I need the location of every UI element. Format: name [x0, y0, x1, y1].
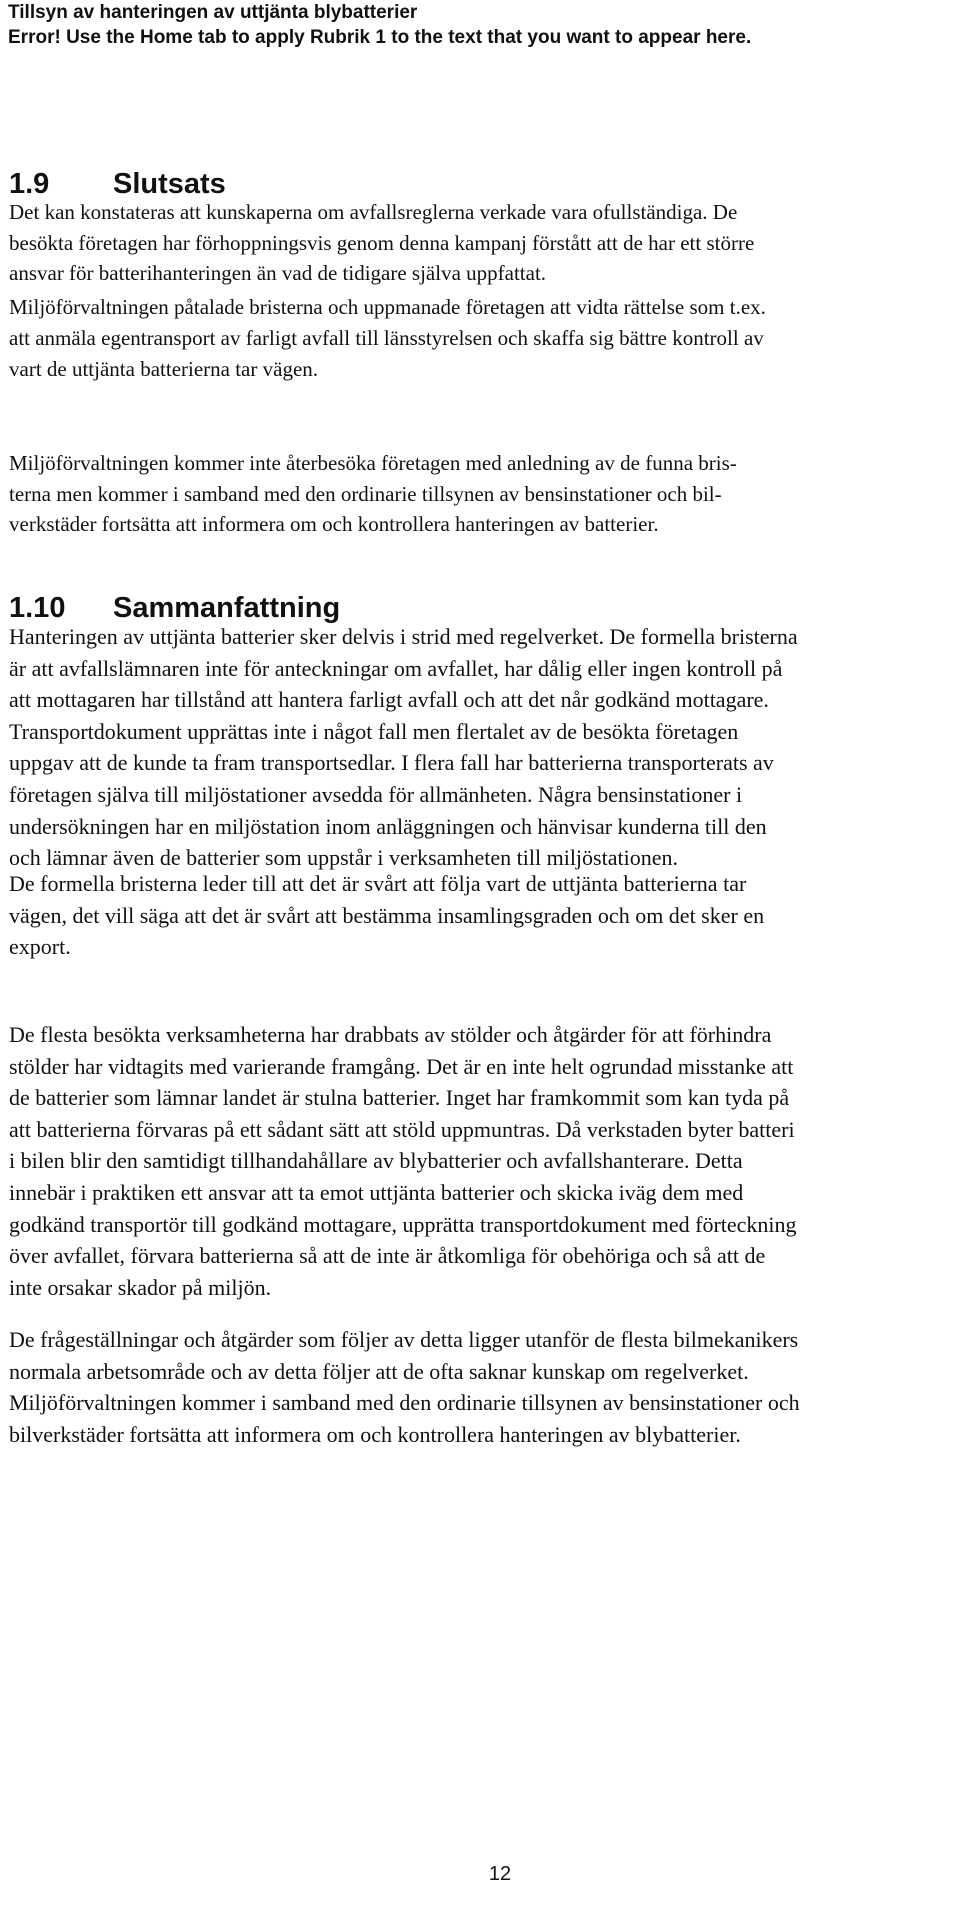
paragraph	[9, 1324, 951, 1450]
text-line: De formella bristerna leder till att det är svårt att följa vart de uttjänta batterierna tar	[9, 871, 747, 896]
text-line: uppgav att de kunde ta fram transportsedlar. I flera fall har batterierna transporterats av	[9, 750, 774, 776]
text-line: godkänd transportör till godkänd mottagare, upprätta transportdokument med förteckning	[9, 1211, 797, 1237]
text-line: Det kan konstateras att kunskaperna om avfallsreglerna verkade vara ofullständiga. De	[9, 200, 738, 224]
section-number: 1.9	[9, 168, 50, 201]
running-header-error-text: Error! Use the Home tab to apply Rubrik 1 to the text that you want to appear here.	[8, 27, 752, 48]
text-line: inte orsakar skador på miljön.	[9, 1274, 272, 1300]
text-line: Miljöförvaltningen påtalade bristerna och uppmanade företagen att vidta rättelse som t.ex.	[9, 295, 766, 319]
text-line: företagen själva till miljöstationer avsedda för allmänheten. Några bensinstationer i	[9, 781, 743, 807]
running-header-title: Tillsyn av hanteringen av uttjänta blybatterier	[8, 2, 418, 23]
paragraph	[9, 868, 951, 963]
text-line: vägen, det vill säga att det är svårt att bestämma insamlingsgraden och om det sker en	[9, 902, 765, 928]
text-line: att batterierna förvaras på ett sådant sätt att stöld uppmuntras. Då verkstaden byter batteri	[9, 1116, 795, 1142]
text-line: De frågeställningar och åtgärder som följer av detta ligger utanför de flesta bilmekanikers	[9, 1327, 799, 1352]
text-line: Miljöförvaltningen kommer inte återbesöka företagen med anledning av de funna bris-	[9, 451, 737, 475]
text-line: över avfallet, förvara batterierna så att de inte är åtkomliga för obehöriga och så att de	[9, 1243, 766, 1269]
paragraph	[9, 621, 951, 874]
paragraph	[9, 197, 951, 289]
text-line: besökta företagen har förhoppningsvis genom denna kampanj förstått att de har ett större	[9, 230, 755, 255]
paragraph	[9, 323, 951, 384]
page-number: 12	[488, 1863, 512, 1885]
text-line: ansvar för batterihanteringen än vad de tidigare själva uppfattat.	[9, 261, 547, 285]
text-line: verkstäder fortsätta att informera om och kontrollera hanteringen av batterier.	[9, 512, 659, 536]
section-title: Slutsats	[113, 168, 226, 201]
text-line: att anmäla egentransport av farligt avfall till länsstyrelsen och skaffa sig bättre kontroll av	[9, 326, 764, 350]
running-header	[8, 0, 948, 50]
text-line: att mottagaren har tillstånd att hantera farligt avfall och att det når godkänd mottagare.	[9, 687, 769, 713]
text-line: De flesta besökta verksamheterna har drabbats av stölder och åtgärder för att förhindra	[9, 1022, 772, 1047]
text-line: Transportdokument upprättas inte i något fall men flertalet av de besökta företagen	[9, 718, 739, 744]
text-line: normala arbetsområde och av detta följer att de ofta saknar kunskap om regelverket.	[9, 1358, 749, 1384]
text-line: stölder har vidtagits med varierande framgång. Det är en inte helt ogrundad misstanke att	[9, 1053, 794, 1079]
paragraph	[9, 448, 951, 540]
text-line: export.	[9, 934, 71, 960]
section-number: 1.10	[9, 592, 66, 625]
text-line: undersökningen har en miljöstation inom anläggningen och hänvisar kunderna till den	[9, 813, 767, 839]
text-line: i bilen blir den samtidigt tillhandahållare av blybatterier och avfallshanterare. Detta	[9, 1148, 743, 1174]
text-line: är att avfallslämnaren inte för anteckningar om avfallet, har dålig eller ingen kontroll på	[9, 655, 783, 681]
text-line: bilverkstäder fortsätta att informera om och kontrollera hanteringen av blybatterier.	[9, 1421, 741, 1447]
text-line: terna men kommer i samband med den ordinarie tillsynen av bensinstationer och bil-	[9, 481, 722, 506]
text-line: de batterier som lämnar landet är stulna batterier. Inget har framkommit som kan tyda på	[9, 1085, 790, 1111]
section-title: Sammanfattning	[113, 592, 341, 625]
paragraph	[9, 1019, 951, 1303]
text-line: vart de uttjänta batterierna tar vägen.	[9, 356, 319, 381]
text-line: innebär i praktiken ett ansvar att ta emot uttjänta batterier och skicka iväg dem med	[9, 1179, 744, 1205]
text-line: Miljöförvaltningen kommer i samband med den ordinarie tillsynen av bensinstationer och	[9, 1390, 800, 1416]
text-line: Hanteringen av uttjänta batterier sker delvis i strid med regelverket. De formella bristerna	[9, 624, 798, 649]
text-line: och lämnar även de batterier som uppstår i verksamheten till miljöstationen.	[9, 845, 678, 871]
paragraph	[9, 292, 951, 323]
